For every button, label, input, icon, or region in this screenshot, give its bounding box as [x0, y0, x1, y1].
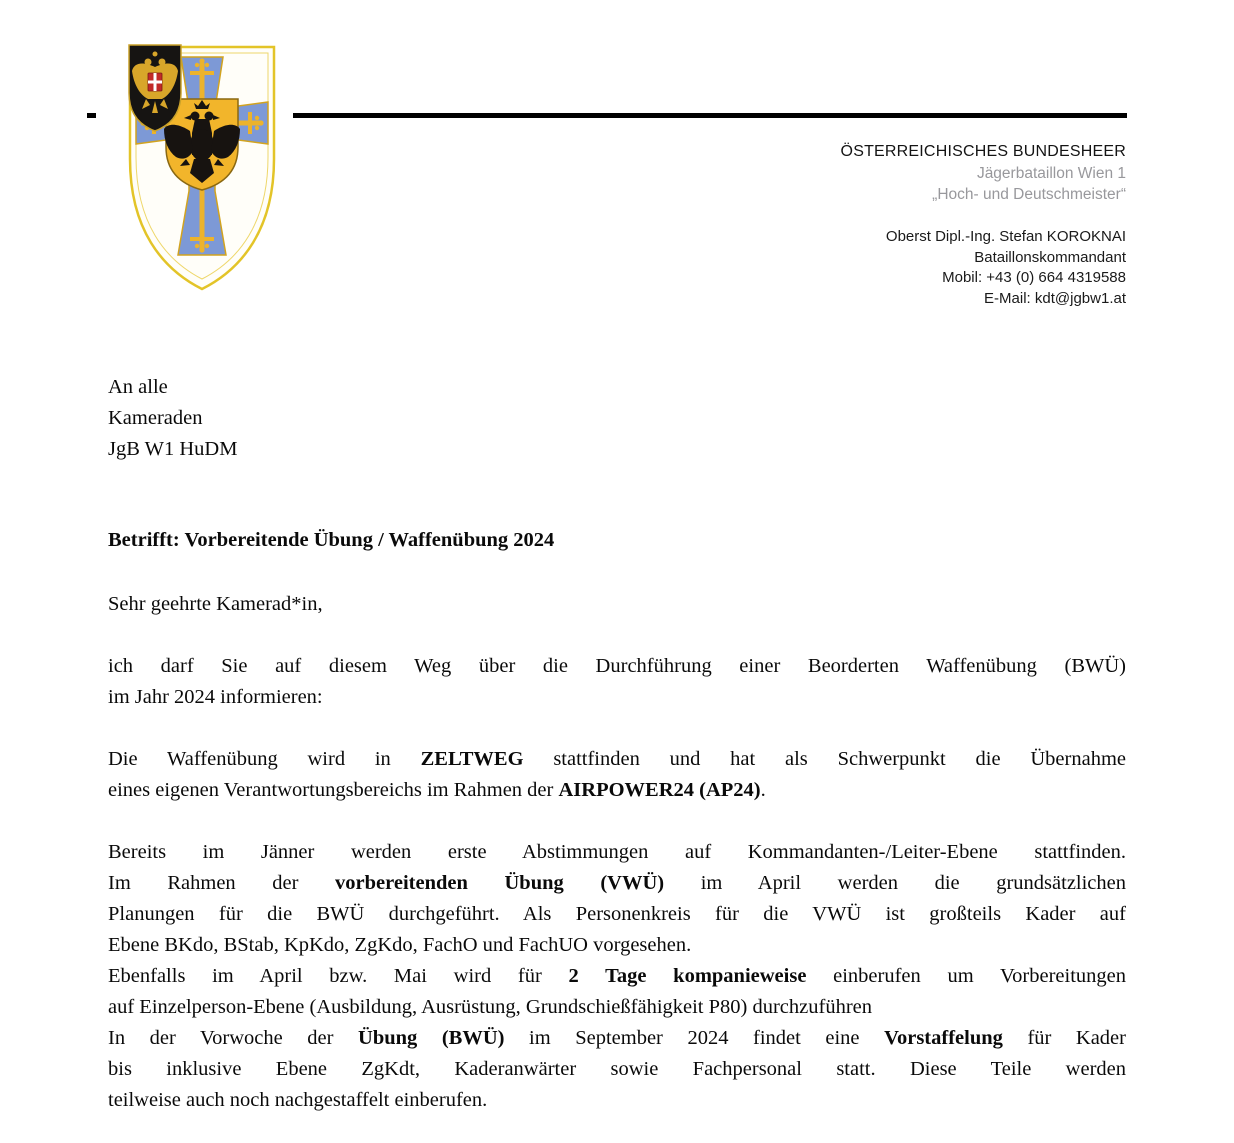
body-text-bold: AIRPOWER24 (AP24): [558, 779, 761, 801]
paragraph: [108, 837, 1126, 961]
body-text: bis inklusive Ebene ZgKdt, Kaderanwärter sowie Fachpersonal statt. Diese Teile werden: [108, 1058, 1126, 1080]
body-text-bold: vorbereitenden Übung (VWÜ): [335, 872, 665, 894]
body-text: ich darf Sie auf diesem Weg über die Durchführung einer Beorderten Waffenübung (BWÜ): [108, 655, 1126, 677]
body-text-bold: Vorstaffelung: [884, 1027, 1003, 1049]
vienna-eagle-shield: [129, 45, 181, 131]
body-text-bold: Übung (BWÜ): [358, 1027, 505, 1049]
recipient-line: An alle: [108, 376, 168, 398]
letter-body: [108, 372, 1126, 1116]
body-line: [108, 868, 1126, 899]
body-text: stattfinden und hat als Schwerpunkt die Übernahme: [523, 748, 1126, 770]
contact-name: Oberst Dipl.-Ing. Stefan KOROKNAI: [885, 228, 1126, 245]
subject-line: Betrifft: Vorbereitende Übung / Waffenübung 2024: [108, 529, 555, 551]
paragraph: [108, 744, 1126, 806]
body-text: Planungen für die BWÜ durchgeführt. Als Personenkreis für die VWÜ ist großteils Kader auf: [108, 903, 1126, 925]
org-name: ÖSTERREICHISCHES BUNDESHEER: [840, 143, 1126, 160]
unit-name: Jägerbataillon Wien 1: [976, 165, 1126, 182]
body-text-bold: ZELTWEG: [420, 748, 524, 770]
body-line: [108, 961, 1126, 992]
body-paragraphs: [108, 651, 1126, 1116]
body-text: auf Einzelperson-Ebene (Ausbildung, Ausrüstung, Grundschießfähigkeit P80) durchzuführen: [108, 996, 873, 1018]
body-line: [108, 1085, 1126, 1116]
paragraph: [108, 1023, 1126, 1116]
body-line: [108, 899, 1126, 930]
contact-role: Bataillonskommandant: [974, 248, 1126, 266]
body-line: [108, 837, 1126, 868]
body-text-bold: 2 Tage kompanieweise: [568, 965, 807, 987]
paragraph: [108, 651, 1126, 713]
body-text: Ebenfalls im April bzw. Mai wird für: [108, 965, 569, 987]
body-text: Ebene BKdo, BStab, KpKdo, ZgKdo, FachO und FachUO vorgesehen.: [108, 934, 692, 956]
body-text: im April werden die grundsätzlichen: [664, 872, 1127, 894]
hoch-und-deutschmeister-crest-icon: [126, 43, 278, 295]
body-line: [108, 651, 1126, 682]
recipient-line: JgB W1 HuDM: [108, 438, 238, 460]
body-line: [108, 744, 1126, 775]
contact-block: [841, 227, 1126, 309]
contact-mobile: Mobil: +43 (0) 664 4319588: [942, 269, 1126, 286]
body-line: [108, 992, 1126, 1023]
recipient-block: [108, 372, 1126, 465]
body-text: Die Waffenübung wird in: [108, 748, 421, 770]
unit-crest: [96, 30, 293, 306]
body-text: für Kader: [1002, 1027, 1126, 1049]
body-line: [108, 775, 1126, 806]
body-text: eines eigenen Verantwortungsbereichs im Rahmen der: [108, 779, 559, 801]
body-text: Im Rahmen der: [108, 872, 336, 894]
body-text: einberufen um Vorbereitungen: [806, 965, 1126, 987]
body-line: [108, 682, 1126, 713]
body-text: .: [760, 779, 766, 801]
recipient-line: Kameraden: [108, 407, 203, 429]
body-text: teilweise auch noch nachgestaffelt einberufen.: [108, 1089, 488, 1111]
unit-nickname: „Hoch- und Deutschmeister“: [932, 186, 1126, 203]
body-line: [108, 1054, 1126, 1085]
contact-email: E-Mail: kdt@jgbw1.at: [984, 289, 1126, 307]
body-text: im September 2024 findet eine: [504, 1027, 885, 1049]
salutation: Sehr geehrte Kamerad*in,: [108, 593, 323, 615]
body-line: [108, 1023, 1126, 1054]
body-line: [108, 930, 1126, 961]
body-text: im Jahr 2024 informieren:: [108, 686, 323, 708]
letterhead: [841, 141, 1126, 309]
body-text: In der Vorwoche der: [108, 1027, 359, 1049]
body-text: Bereits im Jänner werden erste Abstimmungen auf Kommandanten-/Leiter-Ebene stattfinden.: [108, 841, 1126, 863]
paragraph: [108, 961, 1126, 1023]
